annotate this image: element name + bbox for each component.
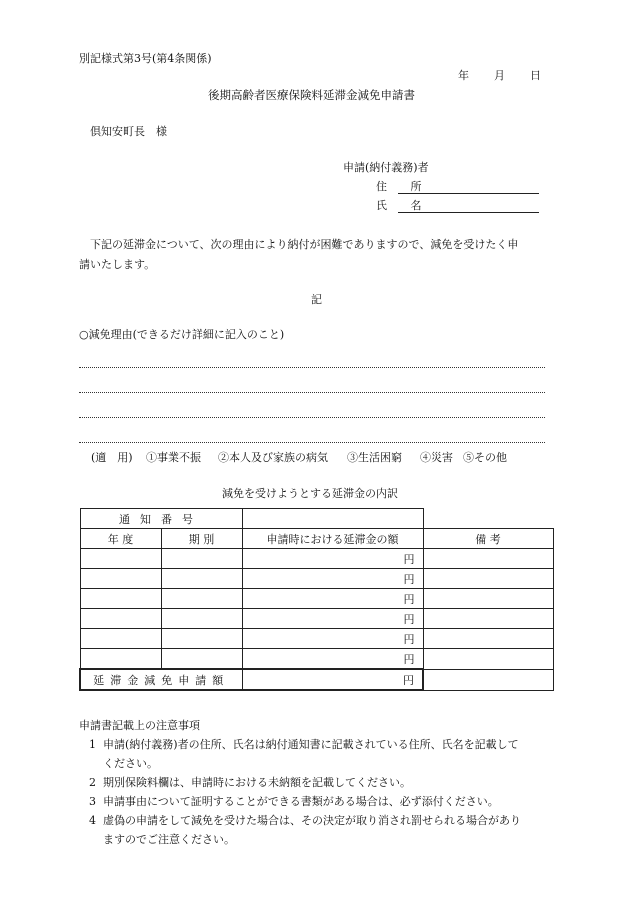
remarks-cell[interactable] (423, 589, 553, 609)
reason-line[interactable] (79, 367, 545, 368)
note-text: ますのでご注意ください。 (103, 833, 235, 846)
col-amount-header: 申請時における延滞金の額 (242, 529, 423, 549)
remarks-cell[interactable] (423, 569, 553, 589)
period-cell[interactable] (161, 629, 242, 649)
date-day-label: 日 (530, 69, 541, 82)
body-text-line2: 請いたします。 (79, 258, 156, 271)
reason-option: ⑤その他 (463, 451, 507, 464)
period-cell[interactable] (161, 569, 242, 589)
reason-option: ③生活困窮 (347, 451, 402, 464)
note-text: 申請事由について証明することができる書類がある場合は、必ず添付ください。 (103, 795, 499, 808)
breakdown-table (79, 508, 554, 691)
reason-heading: ○減免理由(できるだけ詳細に記入のこと) (79, 328, 285, 341)
period-cell[interactable] (161, 549, 242, 569)
year-cell[interactable] (80, 609, 161, 629)
total-amount-cell[interactable]: 円 (242, 669, 423, 690)
year-cell[interactable] (80, 569, 161, 589)
year-cell[interactable] (80, 549, 161, 569)
period-cell[interactable] (161, 589, 242, 609)
total-label: 延滞金減免申請額 (80, 669, 242, 690)
breakdown-title: 減免を受けようとする延滞金の内訳 (222, 487, 398, 500)
reason-line[interactable] (79, 442, 545, 443)
col-period-header: 期 別 (161, 529, 242, 549)
reason-line[interactable] (79, 392, 545, 393)
col-year-header: 年 度 (80, 529, 161, 549)
table-row (80, 589, 553, 609)
note-text: 期別保険料欄は、申請時における未納額を記載してください。 (103, 776, 411, 789)
body-text-line1: 下記の延滞金について、次の理由により納付が困難でありますので、減免を受けたく申 (90, 238, 519, 251)
amount-cell[interactable]: 円 (242, 589, 423, 609)
amount-cell[interactable]: 円 (242, 609, 423, 629)
year-cell[interactable] (80, 649, 161, 670)
note-text: 申請(納付義務)者の住所、氏名は納付通知書に記載されている住所、氏名を記載して (103, 738, 519, 751)
table-row (80, 549, 553, 569)
applicable-label: (適 用) (91, 451, 133, 464)
col-remarks-header: 備 考 (423, 529, 553, 549)
amount-cell[interactable]: 円 (242, 549, 423, 569)
total-remarks-cell[interactable] (423, 669, 553, 690)
table-row (80, 569, 553, 589)
ki-mark: 記 (311, 293, 322, 306)
notice-number-field[interactable] (242, 509, 423, 529)
date-month-label: 月 (494, 69, 505, 82)
note-number: 4 (89, 814, 96, 827)
note-number: 1 (89, 738, 96, 751)
note-number: 2 (89, 776, 96, 789)
remarks-cell[interactable] (423, 649, 553, 670)
amount-cell[interactable]: 円 (242, 629, 423, 649)
empty-cell (423, 509, 553, 529)
note-item (79, 773, 559, 792)
applicant-heading: 申請(納付義務)者 (343, 161, 429, 174)
address-input-line[interactable] (398, 193, 539, 194)
amount-cell[interactable]: 円 (242, 569, 423, 589)
name-label: 氏 名 (376, 199, 432, 212)
note-text: ください。 (103, 757, 158, 770)
note-text: 虚偽の申請をして減免を受けた場合は、その決定が取り消され罰せられる場合があり (103, 814, 521, 827)
reason-line[interactable] (79, 417, 545, 418)
notes-section (79, 716, 559, 849)
table-row (80, 609, 553, 629)
date-year-label: 年 (458, 69, 469, 82)
form-number: 別記様式第3号(第4条関係) (79, 52, 212, 65)
remarks-cell[interactable] (423, 549, 553, 569)
reason-option: ②本人及び家族の病気 (218, 451, 328, 464)
year-cell[interactable] (80, 589, 161, 609)
address-label: 住 所 (376, 180, 432, 193)
table-row (80, 629, 553, 649)
amount-cell[interactable]: 円 (242, 649, 423, 670)
notice-number-label: 通知番号 (80, 509, 242, 529)
note-item (79, 735, 559, 773)
note-item (79, 792, 559, 811)
reason-option: ①事業不振 (146, 451, 201, 464)
year-cell[interactable] (80, 629, 161, 649)
table-row (80, 649, 553, 670)
remarks-cell[interactable] (423, 609, 553, 629)
note-item (79, 811, 559, 849)
period-cell[interactable] (161, 609, 242, 629)
note-number: 3 (89, 795, 96, 808)
document-title: 後期高齢者医療保険料延滞金減免申請書 (208, 88, 415, 102)
reason-option: ④災害 (420, 451, 453, 464)
period-cell[interactable] (161, 649, 242, 670)
addressee: 倶知安町長 様 (90, 125, 167, 138)
name-input-line[interactable] (398, 212, 539, 213)
notes-heading: 申請書記載上の注意事項 (79, 719, 200, 732)
remarks-cell[interactable] (423, 629, 553, 649)
